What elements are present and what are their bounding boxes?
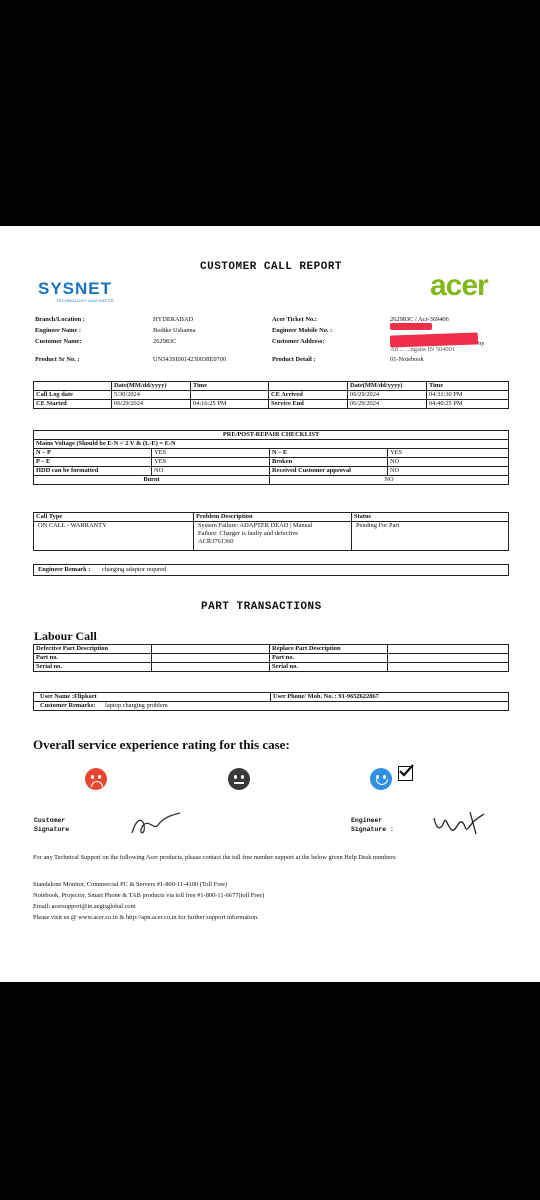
mains-voltage-row: Mains Voltage (Should be E-N < 2 V & (L-E) = E-N xyxy=(34,440,509,449)
np-label: N – P xyxy=(34,449,152,458)
call-type-value: ON CALL - WARRANTY xyxy=(34,522,194,551)
timing-table xyxy=(33,381,509,409)
address-value-end: ny xyxy=(478,340,485,347)
branch-value: HYDERABAD xyxy=(153,316,194,323)
engineer-signature-label: Engineer Signature : xyxy=(351,817,394,833)
labour-call-heading: Labour Call xyxy=(34,629,97,643)
support-text: For any Technical Support on the following Acer products, please contact the toll free number support at the below given Help Desk numbers: xyxy=(33,854,397,861)
redaction-mark xyxy=(390,332,478,347)
pe-label: P – E xyxy=(34,458,152,467)
ce-started-time: 04:16:25 PM xyxy=(191,400,269,409)
selected-checkbox[interactable] xyxy=(398,766,413,781)
call-type-table xyxy=(33,512,509,551)
address-value: Ad ... ...ngana IN 504001 xyxy=(390,346,455,353)
problem-header: Problem Description xyxy=(194,513,352,522)
broken-label: Broken xyxy=(270,458,388,467)
call-report-page xyxy=(0,226,540,982)
customer-signature-image xyxy=(128,809,184,839)
checklist-table xyxy=(33,430,509,485)
ne-value: YES xyxy=(388,449,509,458)
service-end-label: Service End xyxy=(269,400,348,409)
engineer-value: Bodike Ushanna xyxy=(153,327,196,334)
service-end-date: 06/29/2024 xyxy=(348,400,427,409)
footer-line-4: Please visit us @ www.acer.co.in & http://apn.acer.co.in for further support information. xyxy=(33,914,259,921)
mobile-label: Engineer Mobile No. : xyxy=(272,327,333,334)
burnt-label: Burnt xyxy=(34,476,270,485)
hdd-label: HDD can be formatted xyxy=(34,467,152,476)
part-no-label: Part no. xyxy=(270,654,388,663)
ce-started-date: 06/29/2024 xyxy=(112,400,191,409)
part-transactions-title: PART TRANSACTIONS xyxy=(201,601,322,613)
product-sr-value: UN343SI0014230038E0700 xyxy=(153,356,227,363)
approval-label: Received Customer approval xyxy=(270,467,388,476)
broken-value: NO xyxy=(388,458,509,467)
time-header: Time xyxy=(427,382,509,391)
neutral-face-icon[interactable] xyxy=(228,768,250,790)
engineer-label: Engineer Name : xyxy=(35,327,82,334)
customer-signature-label: Customer Signature xyxy=(34,817,70,833)
ticket-label: Acer Ticket No.: xyxy=(272,316,317,323)
replace-part-label: Replace Part Description xyxy=(270,645,388,654)
np-value: YES xyxy=(152,449,270,458)
user-table xyxy=(33,692,509,711)
address-label: Customer Address: xyxy=(272,338,325,345)
product-detail-value: 01-Notebook xyxy=(390,356,424,363)
rating-title: Overall service experience rating for this case: xyxy=(33,737,290,752)
customer-remarks-row: Customer Remarks: laptop charging problem xyxy=(34,702,509,711)
branch-label: Branch/Location : xyxy=(35,316,85,323)
defective-part-label: Defective Part Description xyxy=(34,645,152,654)
call-log-label: Call Log date xyxy=(34,391,112,400)
remark-label: Engineer Remark : xyxy=(38,566,91,573)
remark-value: charging adaptor requred xyxy=(102,566,167,573)
sad-face-icon[interactable] xyxy=(85,768,107,790)
hdd-value: NO xyxy=(152,467,270,476)
parts-table xyxy=(33,644,509,672)
problem-description: System Failure: ADAPTER DEAD | Manual Failure: Charger is faulty and defective ACR3761360 xyxy=(194,522,352,551)
product-sr-label: Product Sr No. : xyxy=(35,356,80,363)
serial-no-label: Serial no. xyxy=(270,663,388,672)
date-header: Date(MM/dd/yyyy) xyxy=(112,382,191,391)
checklist-title: PRE/POST-REPAIR CHECKLIST xyxy=(34,431,509,440)
redaction-mark xyxy=(390,323,432,330)
engineer-remark-row xyxy=(33,564,509,576)
engineer-signature-image xyxy=(430,808,490,840)
date-header: Date(MM/dd/yyyy) xyxy=(348,382,427,391)
time-header: Time xyxy=(191,382,269,391)
call-type-header: Call Type xyxy=(34,513,194,522)
user-phone: User Phone/ Mob. No. : 91-9652622867 xyxy=(271,693,509,702)
burnt-value: NO xyxy=(270,476,509,485)
footer-line-1: Standalone Monitor, Commercial PC & Servers #1-800-11-4100 (Toll Free) xyxy=(33,881,228,888)
call-log-date: 5/30/2024 xyxy=(112,391,191,400)
approval-value: NO xyxy=(388,467,509,476)
part-no-label: Part no. xyxy=(34,654,152,663)
ce-arrived-date: 06/29/2024 xyxy=(348,391,427,400)
customer-label: Customer Name: xyxy=(35,338,82,345)
report-title: CUSTOMER CALL REPORT xyxy=(200,261,343,273)
happy-face-icon[interactable] xyxy=(370,768,392,790)
ce-arrived-time: 04:31:30 PM xyxy=(427,391,509,400)
ne-label: N – E xyxy=(270,449,388,458)
acer-logo: acer xyxy=(430,269,488,302)
footer-line-2: Notebook, Projector, Smart Phone & TAB products via toll free #1-800-11-6677(toll Free) xyxy=(33,892,265,899)
ticket-value: 262983C / Acr-369406 xyxy=(390,316,449,323)
ce-started-label: CE Started xyxy=(34,400,112,409)
checkmark-icon xyxy=(398,764,414,778)
status-header: Status xyxy=(352,513,509,522)
pe-value: YES xyxy=(152,458,270,467)
sysnet-logo: SYSNET TECHNOLOGY NAVIGATOR xyxy=(38,279,114,303)
user-name: User Name :Flipkart xyxy=(34,693,271,702)
footer-line-3: Email: acersupport@in.aegisglobal.com xyxy=(33,903,136,910)
service-end-time: 04:40:25 PM xyxy=(427,400,509,409)
customer-value: 262983C xyxy=(153,338,177,345)
serial-no-label: Serial no. xyxy=(34,663,152,672)
product-detail-label: Product Detail : xyxy=(272,356,316,363)
ce-arrived-label: CE Arrived xyxy=(269,391,348,400)
status-value: Pending For Part xyxy=(352,522,509,551)
